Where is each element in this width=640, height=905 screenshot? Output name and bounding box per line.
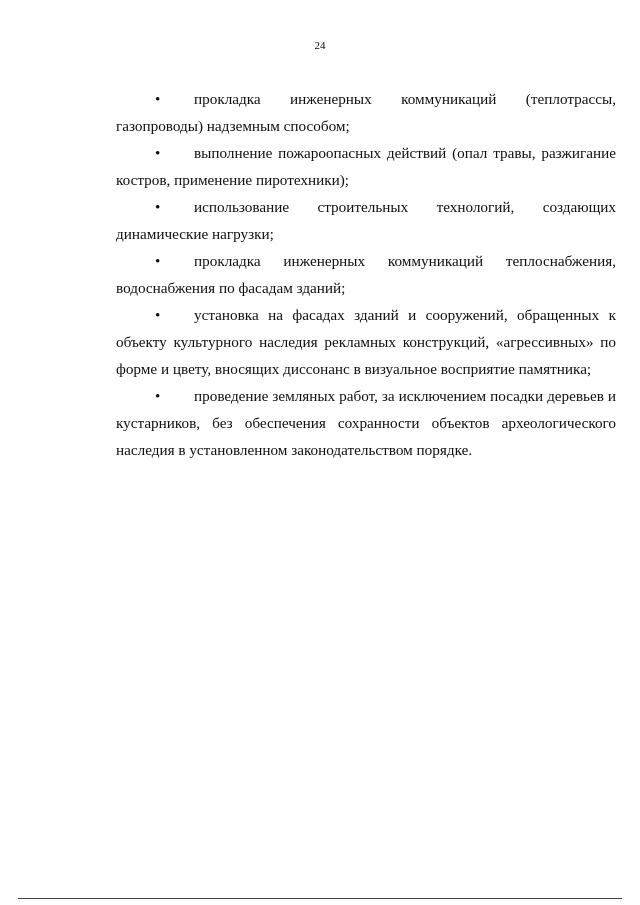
list-item <box>116 194 616 248</box>
bullet-icon: • <box>155 199 161 216</box>
restrictions-list <box>116 86 616 464</box>
list-item <box>116 86 616 140</box>
list-item-first-line: проведение земляных работ, за исключением посадки деревьев и <box>194 388 616 405</box>
list-item-continuation: объекту культурного наследия рекламных конструкций, «агрессивных» по форме и цвету, вносящих диссонанс в визуальное восприятие памятника; <box>116 334 616 378</box>
page-number: 24 <box>314 40 326 52</box>
list-item-first-line: прокладка инженерных коммуникаций теплоснабжения, <box>194 253 616 270</box>
list-item-continuation: газопроводы) надземным способом; <box>116 118 350 135</box>
list-item-continuation: кустарников, без обеспечения сохранности объектов археологического наследия в установленном законодательством порядке. <box>116 415 616 459</box>
bullet-icon: • <box>155 307 161 324</box>
list-item <box>116 383 616 464</box>
list-item-continuation: костров, применение пиротехники); <box>116 172 350 189</box>
list-item <box>116 140 616 194</box>
bullet-icon: • <box>155 91 161 108</box>
list-item-first-line: прокладка инженерных коммуникаций (теплотрассы, <box>194 91 616 108</box>
list-item <box>116 302 616 383</box>
bullet-icon: • <box>155 253 161 270</box>
bullet-icon: • <box>155 145 161 162</box>
footer-divider <box>18 898 622 899</box>
list-item-first-line: выполнение пожароопасных действий (опал травы, разжигание <box>194 145 616 162</box>
bullet-icon: • <box>155 388 161 405</box>
list-item-first-line: использование строительных технологий, создающих <box>194 199 616 216</box>
list-item <box>116 248 616 302</box>
list-item-first-line: установка на фасадах зданий и сооружений, обращенных к <box>194 307 616 324</box>
list-item-continuation: водоснабжения по фасадам зданий; <box>116 280 346 297</box>
list-item-continuation: динамические нагрузки; <box>116 226 274 243</box>
